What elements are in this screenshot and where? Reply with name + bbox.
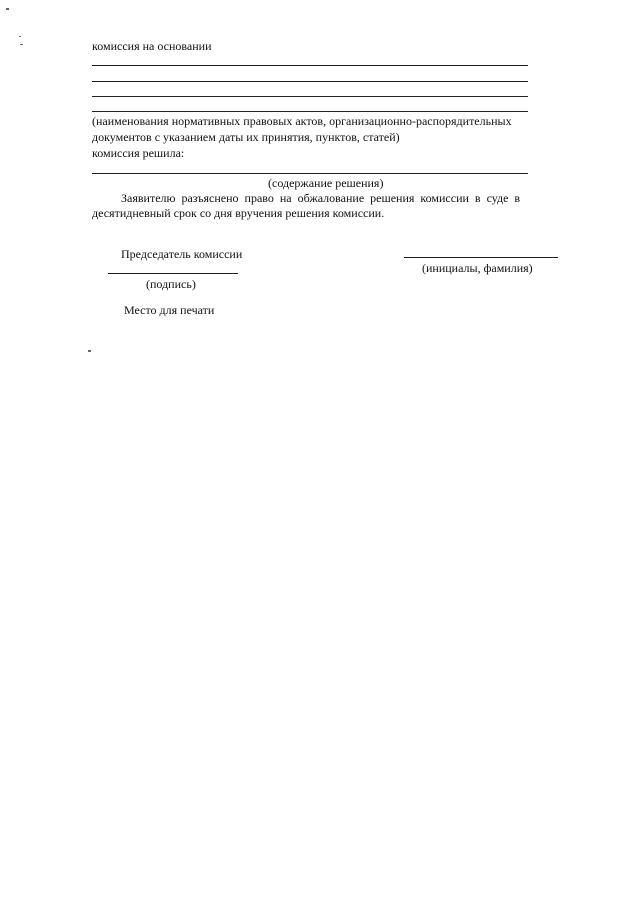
- scan-speck: [20, 44, 23, 45]
- appeal-text: Заявителю разъяснено право на обжалование решения комиссии в суде в: [121, 191, 521, 205]
- basis-caption: (наименования нормативных правовых актов, организационно-распорядительных: [92, 114, 512, 128]
- scan-speck: [88, 350, 91, 352]
- signature-line: [108, 273, 238, 274]
- basis-label: комиссия на основании: [92, 39, 212, 53]
- decision-line: [92, 173, 528, 174]
- appeal-text-cont: десятидневный срок со дня вручения решения комиссии.: [92, 206, 385, 220]
- scan-speck: [19, 36, 21, 37]
- chair-label: Председатель комиссии: [121, 247, 243, 261]
- signature-caption: (подпись): [146, 277, 196, 291]
- basis-line-4: [92, 111, 528, 112]
- decided-label: комиссия решила:: [92, 146, 185, 160]
- seal-label: Место для печати: [124, 303, 215, 317]
- decision-caption: (содержание решения): [268, 176, 384, 190]
- name-line: [404, 257, 558, 258]
- basis-line-1: [92, 65, 528, 66]
- basis-line-2: [92, 81, 528, 82]
- scan-speck: [6, 8, 9, 10]
- basis-line-3: [92, 96, 528, 97]
- basis-caption-cont: документов с указанием даты их принятия, пунктов, статей): [92, 130, 400, 144]
- name-caption: (инициалы, фамилия): [422, 261, 533, 275]
